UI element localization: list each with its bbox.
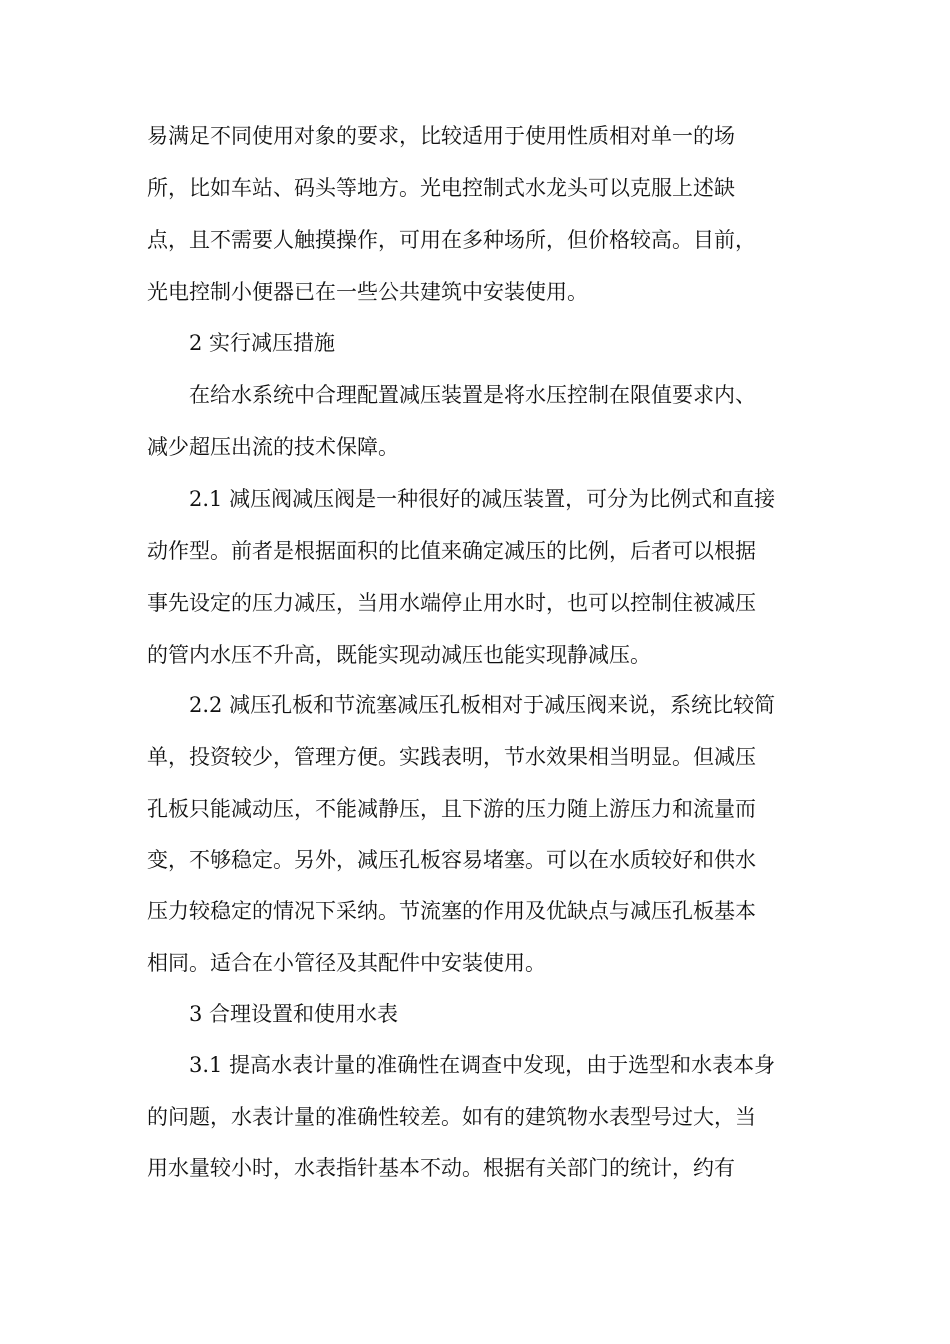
text-line: 的问题，水表计量的准确性较差。如有的建筑物水表型号过大，当 (147, 1105, 756, 1129)
section-heading: 3 合理设置和使用水表 (189, 1002, 399, 1026)
text-line: 在给水系统中合理配置减压装置是将水压控制在限值要求内、 (189, 383, 756, 407)
text-line: 相同。适合在小管径及其配件中安装使用。 (147, 951, 546, 975)
text-line: 压力较稳定的情况下采纳。节流塞的作用及优缺点与减压孔板基本 (147, 899, 756, 923)
text-line: 孔板只能减动压，不能减静压，且下游的压力随上游压力和流量而 (147, 797, 756, 821)
text-line: 点，且不需要人触摸操作，可用在多种场所，但价格较高。目前， (147, 228, 756, 252)
text-line: 所，比如车站、码头等地方。光电控制式水龙头可以克服上述缺 (147, 176, 735, 200)
section-heading: 2 实行减压措施 (189, 331, 336, 355)
text-line: 事先设定的压力减压，当用水端停止用水时，也可以控制住被减压 (147, 591, 756, 615)
text-line: 光电控制小便器已在一些公共建筑中安装使用。 (147, 280, 588, 304)
text-line: 的管内水压不升高，既能实现动减压也能实现静减压。 (147, 643, 651, 667)
text-line: 变，不够稳定。另外，减压孔板容易堵塞。可以在水质较好和供水 (147, 848, 756, 872)
subsection-line: 2.1 减压阀减压阀是一种很好的减压装置，可分为比例式和直接 (189, 487, 776, 511)
text-line: 易满足不同使用对象的要求，比较适用于使用性质相对单一的场 (147, 124, 735, 148)
subsection-line: 3.1 提高水表计量的准确性在调查中发现，由于选型和水表本身 (189, 1053, 776, 1077)
text-line: 用水量较小时，水表指针基本不动。根据有关部门的统计，约有 (147, 1156, 735, 1180)
text-line: 减少超压出流的技术保障。 (147, 435, 399, 459)
subsection-line: 2.2 减压孔板和节流塞减压孔板相对于减压阀来说，系统比较简 (189, 693, 776, 717)
text-line: 单，投资较少，管理方便。实践表明，节水效果相当明显。但减压 (147, 745, 756, 769)
text-line: 动作型。前者是根据面积的比值来确定减压的比例，后者可以根据 (147, 539, 756, 563)
